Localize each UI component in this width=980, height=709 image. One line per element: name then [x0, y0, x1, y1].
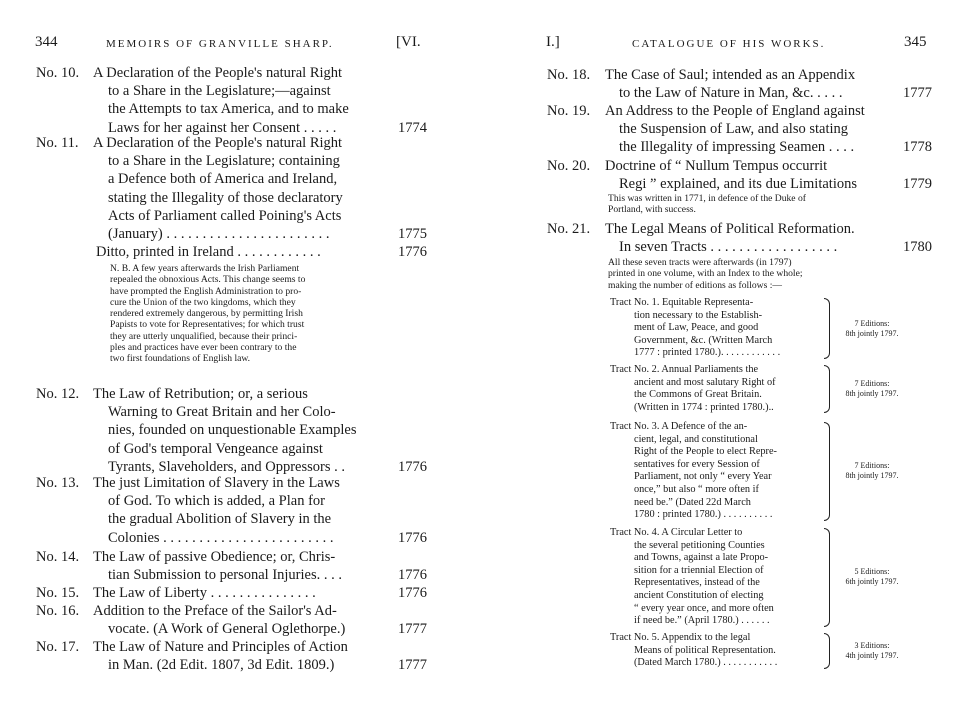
entry-text: Acts of Parliament called Poining's Acts — [108, 207, 342, 224]
entry-text: the gradual Abolition of Slavery in the — [108, 511, 332, 528]
tract-text: 1777 : printed 1780.). . . . . . . . . . . . — [634, 347, 781, 359]
catalogue-entry — [0, 548, 490, 584]
entry-line — [0, 656, 490, 674]
entry-text: Laws for her against her Consent . . . . . — [108, 119, 337, 136]
brace-bracket — [824, 528, 830, 627]
entry-text: the Attempts to tax America, and to make — [108, 101, 349, 118]
entry-number: No. 13. — [36, 475, 80, 491]
edition-line: 3 Editions: — [854, 640, 890, 650]
catalogue-entry — [0, 602, 490, 638]
entry-text: Addition to the Preface of the Sailor's Ad- — [93, 603, 337, 619]
entry-line — [0, 548, 490, 566]
edition-line: 7 Editions: — [854, 379, 890, 389]
catalogue-entry — [0, 134, 490, 243]
entry-text: the Suspension of Law, and also stating — [619, 121, 849, 138]
entry-year: 1776 — [398, 458, 427, 475]
entry-text: Tyrants, Slaveholders, and Oppressors . . — [108, 458, 345, 475]
entry-line — [0, 100, 490, 118]
entry-number: No. 16. — [36, 603, 80, 619]
entry-line — [0, 584, 490, 602]
edition-line: 4th jointly 1797. — [845, 650, 899, 660]
tract-text: and Towns, against a late Propo- — [634, 552, 769, 564]
entry-line — [0, 152, 490, 170]
entry-line — [0, 602, 490, 620]
edition-line: 7 Editions: — [854, 461, 890, 471]
entry-line — [0, 243, 490, 261]
entry-year: 1777 — [398, 621, 427, 638]
right-page — [490, 0, 980, 709]
tract-text: “ every year once, and more often — [634, 602, 774, 614]
catalogue-entry — [0, 638, 490, 674]
tract-text: Tract No. 2. Annual Parliaments the — [610, 364, 759, 375]
footnote-note — [110, 263, 305, 365]
tract-text: ancient and most salutary Right of — [634, 376, 776, 388]
entry-year: 1776 — [398, 567, 427, 584]
entry-text: The Law of passive Obedience; or, Chris- — [93, 549, 336, 565]
entry-year: 1778 — [903, 139, 932, 156]
entry-text: Colonies . . . . . . . . . . . . . . . . . . . . . . . . — [108, 529, 334, 546]
entry-text: the Illegality of impressing Seamen . . . . — [619, 139, 855, 156]
note-no-20 — [608, 193, 806, 216]
tract-text: if need be.” (April 1780.) . . . . . . — [634, 615, 770, 627]
entry-line — [490, 102, 980, 120]
edition-count — [832, 567, 912, 587]
entry-line — [0, 403, 490, 421]
running-head: MEMOIRS OF GRANVILLE SHARP. — [106, 38, 334, 50]
entry-text: stating the Illegality of those declaratory — [108, 189, 343, 206]
entry-number: No. 15. — [36, 585, 80, 601]
tract-text: (Dated March 1780.) . . . . . . . . . . . — [634, 657, 778, 669]
tract-text: Tract No. 4. A Circular Letter to — [610, 527, 743, 538]
entry-line — [0, 620, 490, 638]
entry-text: A Declaration of the People's natural Right — [93, 65, 343, 81]
note-line: have prompted the English Administration to pro- — [110, 285, 302, 297]
catalogue-entry — [490, 157, 980, 193]
note-line: This was written in 1771, in defence of the Duke of — [608, 193, 806, 204]
entry-line — [490, 138, 980, 156]
edition-line: 8th jointly 1797. — [845, 389, 899, 399]
running-head: CATALOGUE OF HIS WORKS. — [632, 38, 826, 50]
tract-text: Right of the People to elect Repre- — [634, 446, 777, 458]
entry-line — [490, 157, 980, 175]
entry-text: The just Limitation of Slavery in the Laws — [93, 475, 340, 491]
catalogue-entry — [490, 66, 980, 102]
entry-text: of God's temporal Vengeance against — [108, 440, 323, 457]
entry-line — [0, 225, 490, 243]
entry-text: In seven Tracts . . . . . . . . . . . . . . . . . . — [619, 239, 838, 256]
entry-text: Ditto, printed in Ireland . . . . . . . . . . . . — [96, 244, 321, 260]
tract-text: need be.” (Dated 22d March — [634, 496, 751, 508]
tract-text: cient, legal, and constitutional — [634, 433, 758, 445]
entry-text: The Law of Liberty . . . . . . . . . . . . . . . — [93, 585, 316, 601]
entry-text: to the Law of Nature in Man, &c. . . . . — [619, 85, 843, 102]
entry-text: Doctrine of “ Nullum Tempus occurrit — [605, 158, 828, 174]
entry-text: tian Submission to personal Injuries. . . . — [108, 567, 342, 584]
entry-text: The Legal Means of Political Reformation. — [605, 221, 855, 237]
entry-number: No. 14. — [36, 549, 80, 565]
brace-bracket — [824, 422, 830, 521]
page-number: 345 — [904, 34, 927, 50]
entry-number: No. 20. — [547, 158, 591, 174]
entry-line — [0, 510, 490, 528]
entry-year: 1777 — [903, 85, 932, 102]
tract-text: Representatives, instead of the — [634, 577, 760, 589]
tract-text: sentatives for every Session of — [634, 458, 760, 470]
note-line: rendered extremely dangerous, by permitting Irish — [110, 308, 303, 320]
tract-text: the several petitioning Counties — [634, 539, 765, 551]
tract-text: Parliament, not only “ every Year — [634, 471, 772, 483]
entry-text: A Declaration of the People's natural Right — [93, 135, 343, 151]
tract-text: ment of Law, Peace, and good — [634, 322, 759, 334]
entry-year: 1780 — [903, 239, 932, 256]
entry-line — [490, 238, 980, 256]
entry-number: No. 19. — [547, 103, 591, 119]
section-mark: [VI. — [396, 34, 421, 50]
entry-line — [0, 440, 490, 458]
edition-line: 5 Editions: — [854, 567, 890, 577]
entry-number: No. 21. — [547, 221, 591, 237]
catalogue-entry — [0, 64, 490, 137]
entry-line — [490, 66, 980, 84]
entry-text: The Case of Saul; intended as an Appendix — [605, 67, 856, 83]
entry-year: 1776 — [398, 244, 427, 260]
entry-line — [490, 120, 980, 138]
page-number: 344 — [35, 34, 58, 50]
tract-text: 1780 : printed 1780.) . . . . . . . . . . — [634, 509, 773, 521]
edition-count — [832, 461, 912, 481]
note-line: repealed the obnoxious Acts. This change seems to — [110, 274, 306, 286]
entry-year: 1777 — [398, 657, 427, 674]
entry-text: Regi ” explained, and its due Limitations — [619, 176, 857, 193]
entry-number: No. 11. — [36, 135, 79, 151]
entry-year: 1775 — [398, 225, 427, 242]
catalogue-entry — [490, 220, 980, 256]
entry-text: vocate. (A Work of General Oglethorpe.) — [108, 621, 346, 638]
entry-line — [490, 84, 980, 102]
entry-year: 1776 — [398, 585, 427, 601]
section-mark: I.] — [546, 34, 560, 50]
tract-text: (Written in 1774 : printed 1780.).. — [634, 401, 774, 413]
entry-number: No. 10. — [36, 65, 80, 81]
note-no-21 — [608, 257, 803, 291]
brace-bracket — [824, 365, 830, 413]
entry-line — [490, 220, 980, 238]
entry-number: No. 12. — [36, 386, 80, 402]
note-line: Papists to vote for Representatives; for which trust — [110, 319, 305, 331]
entry-line — [0, 492, 490, 510]
entry-line — [0, 638, 490, 656]
entry-text: to a Share in the Legislature; containing — [108, 153, 340, 170]
entry-year: 1776 — [398, 529, 427, 546]
entry-text: The Law of Nature and Principles of Action — [93, 639, 348, 655]
tract-text: Means of political Representation. — [634, 644, 776, 656]
entry-line — [0, 170, 490, 188]
entry-line — [0, 134, 490, 152]
note-line: cure the Union of the two kingdoms, which they — [110, 296, 296, 308]
brace-bracket — [824, 633, 830, 669]
tract-text: tion necessary to the Establish- — [634, 309, 763, 321]
entry-text: to a Share in the Legislature;—against — [108, 83, 331, 100]
edition-count — [832, 319, 912, 339]
entry-text: a Defence both of America and Ireland, — [108, 171, 338, 188]
entry-text: of God. To which is added, a Plan for — [108, 493, 325, 510]
catalogue-entry — [0, 243, 490, 261]
tract-text: Tract No. 3. A Defence of the an- — [610, 421, 748, 432]
tract-text: Tract No. 5. Appendix to the legal — [610, 632, 751, 643]
note-line: making the number of editions as follows :— — [608, 279, 782, 291]
note-line: N. B. A few years afterwards the Irish Parliament — [110, 263, 300, 274]
catalogue-entry — [0, 385, 490, 476]
entry-line — [0, 189, 490, 207]
note-line: printed in one volume, with an Index to the whole; — [608, 268, 803, 280]
entry-line — [0, 82, 490, 100]
entry-number: No. 17. — [36, 639, 80, 655]
entry-text: in Man. (2d Edit. 1807, 3d Edit. 1809.) — [108, 657, 335, 674]
entry-text: Warning to Great Britain and her Colo- — [108, 404, 336, 421]
note-line: All these seven tracts were afterwards (in 1797) — [608, 257, 792, 268]
tract-text: once,” but also “ more often if — [634, 483, 759, 495]
edition-line: 6th jointly 1797. — [845, 577, 899, 587]
note-line: they are utterly unqualified, because their princi- — [110, 330, 298, 342]
edition-count — [832, 379, 912, 399]
tract-text: sition for a triennial Election of — [634, 564, 764, 576]
note-line: two first foundations of English law. — [110, 353, 251, 365]
note-line: ples and practices have ever been contrary to the — [110, 342, 297, 354]
entry-line — [0, 207, 490, 225]
edition-line: 8th jointly 1797. — [845, 471, 899, 481]
catalogue-entry — [0, 474, 490, 547]
note-line: Portland, with success. — [608, 204, 696, 216]
tract-text: Tract No. 1. Equitable Representa- — [610, 297, 754, 308]
entry-text: An Address to the People of England against — [605, 103, 865, 119]
entry-text: (January) . . . . . . . . . . . . . . . . . . . . . . . — [108, 225, 330, 242]
edition-line: 7 Editions: — [854, 318, 890, 328]
entry-line — [0, 566, 490, 584]
entry-year: 1774 — [398, 119, 427, 136]
catalogue-entry — [490, 102, 980, 157]
tract-text: Government, &c. (Written March — [634, 334, 773, 346]
entry-year: 1779 — [903, 176, 932, 193]
brace-bracket — [824, 298, 830, 359]
edition-line: 8th jointly 1797. — [845, 328, 899, 338]
entry-line — [0, 385, 490, 403]
entry-text: The Law of Retribution; or, a serious — [93, 386, 308, 402]
entry-line — [0, 64, 490, 82]
catalogue-entry — [0, 584, 490, 602]
entry-number: No. 18. — [547, 67, 591, 83]
entry-line — [0, 529, 490, 547]
entry-text: nies, founded on unquestionable Examples — [108, 422, 357, 439]
edition-count — [832, 641, 912, 661]
entry-line — [0, 421, 490, 439]
entry-line — [0, 474, 490, 492]
tract-text: ancient Constitution of electing — [634, 589, 764, 601]
tract-text: the Commons of Great Britain. — [634, 389, 762, 401]
entry-line — [490, 175, 980, 193]
